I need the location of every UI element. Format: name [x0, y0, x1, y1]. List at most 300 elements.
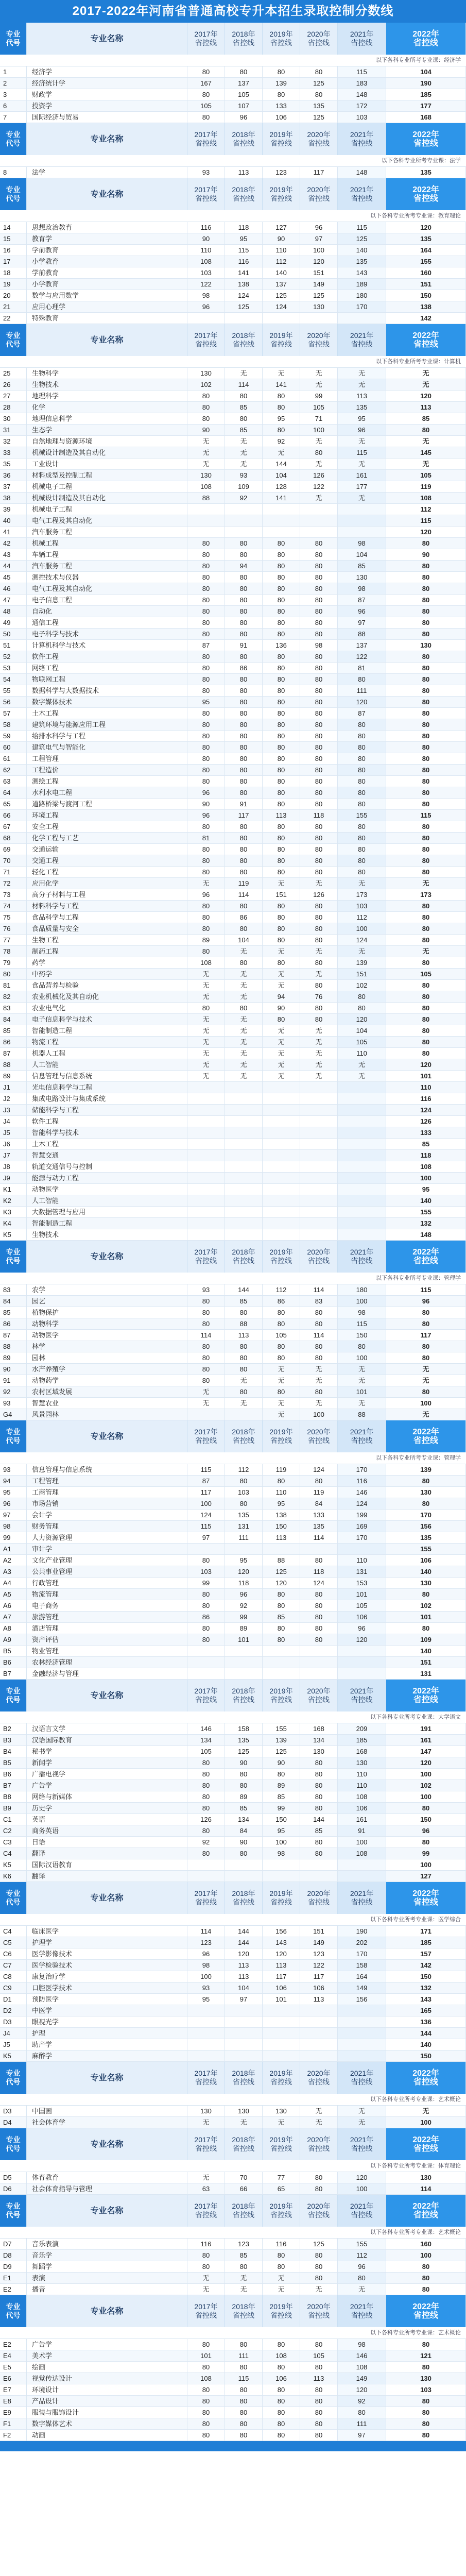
score-2022: 96: [386, 1296, 466, 1307]
score-2021: [338, 2028, 386, 2039]
score-2018: 105: [225, 89, 263, 100]
score-2017: [187, 1668, 225, 1680]
header-2017: 2017年 省控线: [187, 123, 225, 155]
score-2022: 102: [386, 1780, 466, 1791]
score-2017: [187, 1184, 225, 1195]
major-code: C5: [0, 1937, 27, 1948]
major-code: 90: [0, 1364, 27, 1375]
score-2018: 85: [225, 1803, 263, 1814]
header-code: 专业 代号: [0, 2195, 27, 2227]
header-2022: 2022年 省控线: [386, 324, 466, 356]
score-section: [0, 1420, 466, 1680]
score-2022: 115: [386, 515, 466, 527]
score-2021: 100: [338, 1352, 386, 1364]
score-2021: 98: [338, 2339, 386, 2350]
score-2022: 80: [386, 1589, 466, 1600]
score-section: [0, 1882, 466, 2062]
score-2017: 无: [187, 878, 225, 889]
major-code: 81: [0, 980, 27, 991]
score-2021: 80: [338, 674, 386, 685]
table-row: [0, 1803, 466, 1814]
score-2020: 80: [300, 1476, 338, 1487]
score-2022: 80: [386, 991, 466, 1003]
score-2021: 80: [338, 719, 386, 731]
major-name: 财务管理: [27, 1521, 187, 1532]
score-2021: 153: [338, 1578, 386, 1589]
major-name: 机械电子工程: [27, 504, 187, 515]
score-2020: 无: [300, 1398, 338, 1409]
score-2022: 145: [386, 447, 466, 459]
score-2022: 80: [386, 2362, 466, 2373]
score-2018: 90: [225, 1757, 263, 1769]
score-2021: [338, 1150, 386, 1161]
score-2018: 95: [225, 233, 263, 245]
score-2017: 80: [187, 538, 225, 549]
score-2018: 104: [225, 935, 263, 946]
score-section: [0, 2195, 466, 2295]
score-2017: 92: [187, 1837, 225, 1848]
score-2017: 116: [187, 2239, 225, 2250]
section-note: 以下各科专业所考专业课：体育理论: [0, 2160, 466, 2172]
score-2020: 80: [300, 935, 338, 946]
major-code: A1: [0, 1544, 27, 1555]
score-2017: [187, 2050, 225, 2062]
score-2022: 80: [386, 2396, 466, 2407]
score-2021: 80: [338, 1341, 386, 1352]
table-row: [0, 1780, 466, 1791]
major-code: 83: [0, 1284, 27, 1296]
score-2021: 80: [338, 776, 386, 787]
section-header: [0, 23, 466, 55]
score-2019: 无: [263, 2117, 300, 2128]
score-2021: 96: [338, 2261, 386, 2273]
score-2021: [338, 1082, 386, 1093]
header-2019: 2019年 省控线: [263, 324, 300, 356]
score-2017: 80: [187, 1825, 225, 1837]
header-name: 专业名称: [27, 2062, 187, 2094]
score-2019: 80: [263, 1341, 300, 1352]
table-row: [0, 1589, 466, 1600]
major-name: 应用心理学: [27, 301, 187, 313]
score-2018: [225, 1544, 263, 1555]
score-2022: 80: [386, 833, 466, 844]
score-2017: 80: [187, 572, 225, 583]
table-row: [0, 1296, 466, 1307]
score-2020: 124: [300, 1464, 338, 1476]
major-code: B6: [0, 1769, 27, 1780]
section-rows: [0, 167, 466, 178]
score-2017: [187, 504, 225, 515]
header-2019: 2019年 省控线: [263, 2128, 300, 2160]
score-2020: 无: [300, 878, 338, 889]
score-2018: 无: [225, 2273, 263, 2284]
score-2018: 70: [225, 2172, 263, 2183]
score-2019: [263, 1646, 300, 1657]
score-2021: 88: [338, 1409, 386, 1420]
score-2021: 148: [338, 89, 386, 100]
score-2022: 148: [386, 1229, 466, 1241]
score-2017: 110: [187, 245, 225, 256]
major-name: 环境工程: [27, 810, 187, 821]
score-2017: 80: [187, 663, 225, 674]
header-2018: 2018年 省控线: [225, 123, 263, 155]
score-2020: 125: [300, 290, 338, 301]
major-name: 工程管理: [27, 1476, 187, 1487]
major-name: 储能科学与工程: [27, 1105, 187, 1116]
score-2022: 80: [386, 629, 466, 640]
score-2022: 80: [386, 912, 466, 923]
table-row: [0, 1409, 466, 1420]
score-2020: 80: [300, 2396, 338, 2407]
score-2020: 144: [300, 1814, 338, 1825]
score-2019: 80: [263, 1600, 300, 1612]
table-row: [0, 1398, 466, 1409]
score-2020: 80: [300, 561, 338, 572]
score-2021: 173: [338, 889, 386, 901]
score-2018: 80: [225, 2339, 263, 2350]
major-name: 日语: [27, 1837, 187, 1848]
major-name: 交通工程: [27, 855, 187, 867]
score-2018: 84: [225, 1825, 263, 1837]
table-row: [0, 1048, 466, 1059]
major-code: E6: [0, 2373, 27, 2384]
major-name: 给排水科学与工程: [27, 731, 187, 742]
score-2020: [300, 515, 338, 527]
score-2019: 80: [263, 2396, 300, 2407]
major-name: 学前教育: [27, 245, 187, 256]
score-2019: [263, 1105, 300, 1116]
score-2019: 80: [263, 89, 300, 100]
table-row: [0, 1555, 466, 1566]
major-name: 美术学: [27, 2350, 187, 2362]
major-code: 88: [0, 1059, 27, 1071]
score-2020: 113: [300, 2373, 338, 2384]
score-2018: [225, 1668, 263, 1680]
score-2022: 155: [386, 256, 466, 267]
score-2020: 80: [300, 583, 338, 595]
table-row: [0, 2418, 466, 2430]
score-2017: 167: [187, 78, 225, 89]
table-row: [0, 2239, 466, 2250]
score-section: [0, 2128, 466, 2195]
header-name: 专业名称: [27, 2195, 187, 2227]
score-2021: 209: [338, 1723, 386, 1735]
score-2020: 80: [300, 867, 338, 878]
score-2019: 80: [263, 402, 300, 413]
score-2017: 80: [187, 821, 225, 833]
header-name: 专业名称: [27, 178, 187, 210]
major-code: 42: [0, 538, 27, 549]
table-row: [0, 957, 466, 969]
score-2020: 106: [300, 1982, 338, 1994]
score-2022: 150: [386, 1814, 466, 1825]
major-code: D1: [0, 1994, 27, 2005]
score-2022: 136: [386, 2016, 466, 2028]
major-code: J3: [0, 1105, 27, 1116]
score-2017: [187, 1161, 225, 1173]
score-2022: 142: [386, 1960, 466, 1971]
score-2021: 88: [338, 629, 386, 640]
major-name: 园林: [27, 1352, 187, 1364]
major-name: 市场营销: [27, 1498, 187, 1510]
score-2019: 90: [263, 233, 300, 245]
major-code: 59: [0, 731, 27, 742]
score-2020: 80: [300, 1780, 338, 1791]
score-2017: 无: [187, 2284, 225, 2295]
major-code: 62: [0, 765, 27, 776]
score-2017: [187, 1229, 225, 1241]
score-2018: 92: [225, 493, 263, 504]
score-2021: [338, 1544, 386, 1555]
major-name: 机器人工程: [27, 1048, 187, 1059]
score-2018: 97: [225, 1994, 263, 2005]
table-row: [0, 447, 466, 459]
table-row: [0, 1791, 466, 1803]
score-2021: 101: [338, 1589, 386, 1600]
table-row: [0, 889, 466, 901]
score-2017: [187, 1105, 225, 1116]
score-2019: 104: [263, 470, 300, 481]
major-name: 中医学: [27, 2005, 187, 2016]
score-2021: 无: [338, 493, 386, 504]
score-2022: 114: [386, 2183, 466, 2195]
header-2021: 2021年 省控线: [338, 2295, 386, 2327]
score-2019: 80: [263, 1352, 300, 1364]
score-2018: 88: [225, 1318, 263, 1330]
score-2017: 80: [187, 391, 225, 402]
major-name: 农林经济管理: [27, 1657, 187, 1668]
header-name: 专业名称: [27, 1882, 187, 1914]
score-2022: 140: [386, 1566, 466, 1578]
header-2021: 2021年 省控线: [338, 1241, 386, 1273]
score-2018: [225, 1218, 263, 1229]
score-2017: 87: [187, 1476, 225, 1487]
major-name: 能源与动力工程: [27, 1173, 187, 1184]
header-name: 专业名称: [27, 2128, 187, 2160]
major-name: 汉语国际教育: [27, 1735, 187, 1746]
major-code: C4: [0, 1848, 27, 1859]
major-code: 33: [0, 447, 27, 459]
major-code: K5: [0, 2050, 27, 2062]
major-code: 70: [0, 855, 27, 867]
score-2020: 114: [300, 1330, 338, 1341]
major-name: 护理: [27, 2028, 187, 2039]
score-2021: 无: [338, 878, 386, 889]
table-row: [0, 402, 466, 413]
score-2019: 80: [263, 1634, 300, 1646]
score-2021: 无: [338, 2106, 386, 2117]
score-2018: 91: [225, 640, 263, 651]
major-name: 经济学: [27, 66, 187, 78]
score-2020: 80: [300, 753, 338, 765]
major-code: 97: [0, 1510, 27, 1521]
score-2020: [300, 1544, 338, 1555]
score-2022: 155: [386, 1207, 466, 1218]
major-name: 生物科学: [27, 368, 187, 379]
score-2022: 80: [386, 674, 466, 685]
score-2019: [263, 1173, 300, 1184]
major-name: 电子信息工程: [27, 595, 187, 606]
major-code: J8: [0, 1161, 27, 1173]
score-2022: 99: [386, 1848, 466, 1859]
score-2017: 80: [187, 402, 225, 413]
section-header: [0, 2295, 466, 2327]
header-2022: 2022年 省控线: [386, 2062, 466, 2094]
major-name: 安全工程: [27, 821, 187, 833]
score-2020: 80: [300, 833, 338, 844]
score-2021: [338, 1859, 386, 1871]
score-2018: 无: [225, 1037, 263, 1048]
major-code: B2: [0, 1723, 27, 1735]
score-2021: 无: [338, 2117, 386, 2128]
major-name: 广告学: [27, 2339, 187, 2350]
score-2020: 无: [300, 1025, 338, 1037]
score-2022: 191: [386, 1723, 466, 1735]
section-note: 以下各科专业所考专业课：经济学: [0, 55, 466, 66]
score-2022: 130: [386, 640, 466, 651]
score-2022: 150: [386, 2050, 466, 2062]
score-2018: 90: [225, 1837, 263, 1848]
score-2020: [300, 2050, 338, 2062]
score-2022: 85: [386, 1139, 466, 1150]
score-2020: 无: [300, 2106, 338, 2117]
section-note: 以下各科专业所考专业课：法学: [0, 155, 466, 167]
score-2017: 80: [187, 946, 225, 957]
header-2022: 2022年 省控线: [386, 123, 466, 155]
score-2022: 156: [386, 1521, 466, 1532]
header-2022: 2022年 省控线: [386, 1420, 466, 1452]
table-row: [0, 2362, 466, 2373]
score-2022: 80: [386, 1341, 466, 1352]
section-rows: [0, 222, 466, 324]
header-2020: 2020年 省控线: [300, 123, 338, 155]
score-2022: 133: [386, 1127, 466, 1139]
score-2019: 112: [263, 1284, 300, 1296]
major-code: B8: [0, 1791, 27, 1803]
score-2018: [225, 1105, 263, 1116]
score-2022: 140: [386, 1195, 466, 1207]
table-row: [0, 1093, 466, 1105]
score-2021: 115: [338, 66, 386, 78]
score-2022: 140: [386, 2039, 466, 2050]
score-2019: 80: [263, 651, 300, 663]
score-2020: 80: [300, 787, 338, 799]
header-2020: 2020年 省控线: [300, 1680, 338, 1711]
score-2020: 无: [300, 1364, 338, 1375]
score-2020: 135: [300, 100, 338, 112]
score-2022: 80: [386, 1318, 466, 1330]
major-code: 44: [0, 561, 27, 572]
score-2019: 89: [263, 1780, 300, 1791]
major-name: 教育学: [27, 233, 187, 245]
table-row: [0, 1600, 466, 1612]
header-2022: 2022年 省控线: [386, 178, 466, 210]
score-2018: 125: [225, 301, 263, 313]
major-code: J1: [0, 1082, 27, 1093]
major-name: 广告学: [27, 1780, 187, 1791]
score-2021: 189: [338, 279, 386, 290]
section-header: [0, 123, 466, 155]
header-2019: 2019年 省控线: [263, 178, 300, 210]
score-2018: 137: [225, 78, 263, 89]
header-2018: 2018年 省控线: [225, 324, 263, 356]
score-2019: 80: [263, 1386, 300, 1398]
score-2020: 80: [300, 685, 338, 697]
score-2019: 119: [263, 1464, 300, 1476]
score-2019: 94: [263, 991, 300, 1003]
score-2022: 100: [386, 2117, 466, 2128]
score-2017: 无: [187, 1398, 225, 1409]
score-2020: [300, 1218, 338, 1229]
score-2021: [338, 504, 386, 515]
score-2017: 80: [187, 776, 225, 787]
score-2022: 142: [386, 313, 466, 324]
major-name: 网络与新媒体: [27, 1791, 187, 1803]
major-code: 61: [0, 753, 27, 765]
score-2020: 80: [300, 765, 338, 776]
score-2021: 80: [338, 833, 386, 844]
score-2020: 无: [300, 2284, 338, 2295]
table-row: [0, 1566, 466, 1578]
score-2019: 无: [263, 969, 300, 980]
score-2019: 140: [263, 267, 300, 279]
major-name: 建筑电气与智能化: [27, 742, 187, 753]
table-row: [0, 697, 466, 708]
table-row: [0, 167, 466, 178]
header-2017: 2017年 省控线: [187, 178, 225, 210]
score-2017: 80: [187, 1634, 225, 1646]
header-2017: 2017年 省控线: [187, 2295, 225, 2327]
major-code: D6: [0, 2183, 27, 2195]
score-2022: 170: [386, 1510, 466, 1521]
score-2018: 99: [225, 1612, 263, 1623]
score-2020: 71: [300, 413, 338, 425]
score-2020: 80: [300, 1352, 338, 1364]
major-name: 汽车服务工程: [27, 561, 187, 572]
major-code: J2: [0, 1093, 27, 1105]
score-2021: 81: [338, 663, 386, 674]
score-2021: [338, 313, 386, 324]
major-code: 30: [0, 413, 27, 425]
major-name: 工业设计: [27, 459, 187, 470]
major-name: 大数据管理与应用: [27, 1207, 187, 1218]
major-code: E8: [0, 2396, 27, 2407]
table-row: [0, 765, 466, 776]
table-row: [0, 2407, 466, 2418]
major-name: 汉语言文学: [27, 1723, 187, 1735]
score-2020: 149: [300, 1937, 338, 1948]
score-2020: 80: [300, 821, 338, 833]
score-2020: 80: [300, 1791, 338, 1803]
table-row: [0, 413, 466, 425]
score-2018: 80: [225, 821, 263, 833]
table-row: [0, 1532, 466, 1544]
score-2019: [263, 1150, 300, 1161]
header-code: 专业 代号: [0, 1680, 27, 1711]
score-2022: 100: [386, 2250, 466, 2261]
header-2022: 2022年 省控线: [386, 2295, 466, 2327]
score-2018: 80: [225, 572, 263, 583]
score-2021: 108: [338, 2362, 386, 2373]
score-2019: 80: [263, 753, 300, 765]
section-rows: [0, 1926, 466, 2062]
score-2018: 80: [225, 651, 263, 663]
score-2022: 120: [386, 1059, 466, 1071]
major-code: 25: [0, 368, 27, 379]
table-row: [0, 1668, 466, 1680]
section-note: 以下各科专业所考专业课：艺术概论: [0, 2227, 466, 2239]
score-2017: 80: [187, 2418, 225, 2430]
